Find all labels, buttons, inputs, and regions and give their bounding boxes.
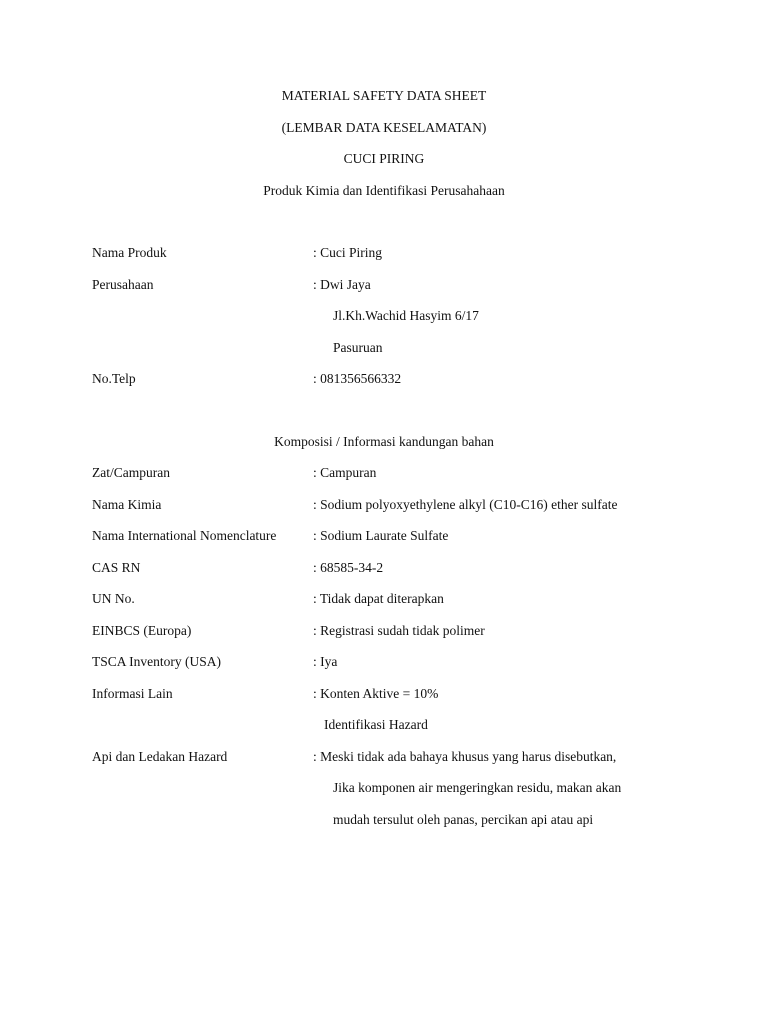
section-heading-composition: Komposisi / Informasi kandungan bahan <box>274 434 494 449</box>
hazard-label: Api dan Ledakan Hazard <box>92 749 228 764</box>
composition-row-value: : Registrasi sudah tidak polimer <box>313 623 485 638</box>
phone-label: No.Telp <box>92 371 136 386</box>
company-address-line1: Jl.Kh.Wachid Hasyim 6/17 <box>333 308 479 323</box>
document-title: MATERIAL SAFETY DATA SHEET <box>281 88 487 103</box>
composition-row-value: : Tidak dapat diterapkan <box>313 591 444 606</box>
product-heading: CUCI PIRING <box>343 151 425 166</box>
composition-row-label: Nama International Nomenclature <box>92 528 277 543</box>
company-value: : Dwi Jaya <box>313 277 371 292</box>
composition-row-value: : Iya <box>313 654 338 669</box>
composition-row-value: : Sodium Laurate Sulfate <box>313 528 449 543</box>
product-name-label: Nama Produk <box>92 245 167 260</box>
composition-row-value: : 68585-34-2 <box>313 560 384 575</box>
composition-row-label: Zat/Campuran <box>92 465 170 480</box>
hazard-line: : Meski tidak ada bahaya khusus yang harus disebutkan, <box>313 749 617 764</box>
company-label: Perusahaan <box>92 277 154 292</box>
composition-row-value: : Campuran <box>313 465 377 480</box>
composition-row-label: CAS RN <box>92 560 141 575</box>
company-address-line2: Pasuruan <box>333 340 383 355</box>
composition-row-label: EINBCS (Europa) <box>92 623 192 638</box>
composition-row-value: : Konten Aktive = 10% <box>313 686 439 701</box>
composition-row-label: Informasi Lain <box>92 686 173 701</box>
phone-value: : 081356566332 <box>313 371 402 386</box>
product-name-value: : Cuci Piring <box>313 245 383 260</box>
section-heading-hazard: Identifikasi Hazard <box>324 717 428 732</box>
composition-row-label: TSCA Inventory (USA) <box>92 654 221 669</box>
document-subtitle: (LEMBAR DATA KESELAMATAN) <box>281 120 487 135</box>
composition-row-label: UN No. <box>92 591 135 606</box>
composition-row-label: Nama Kimia <box>92 497 162 512</box>
section-heading-identification: Produk Kimia dan Identifikasi Perusahahaan <box>263 183 505 198</box>
hazard-line: Jika komponen air mengeringkan residu, makan akan <box>333 780 622 795</box>
composition-row-value: : Sodium polyoxyethylene alkyl (C10-C16) ether sulfate <box>313 497 618 512</box>
hazard-line: mudah tersulut oleh panas, percikan api atau api <box>333 812 594 827</box>
